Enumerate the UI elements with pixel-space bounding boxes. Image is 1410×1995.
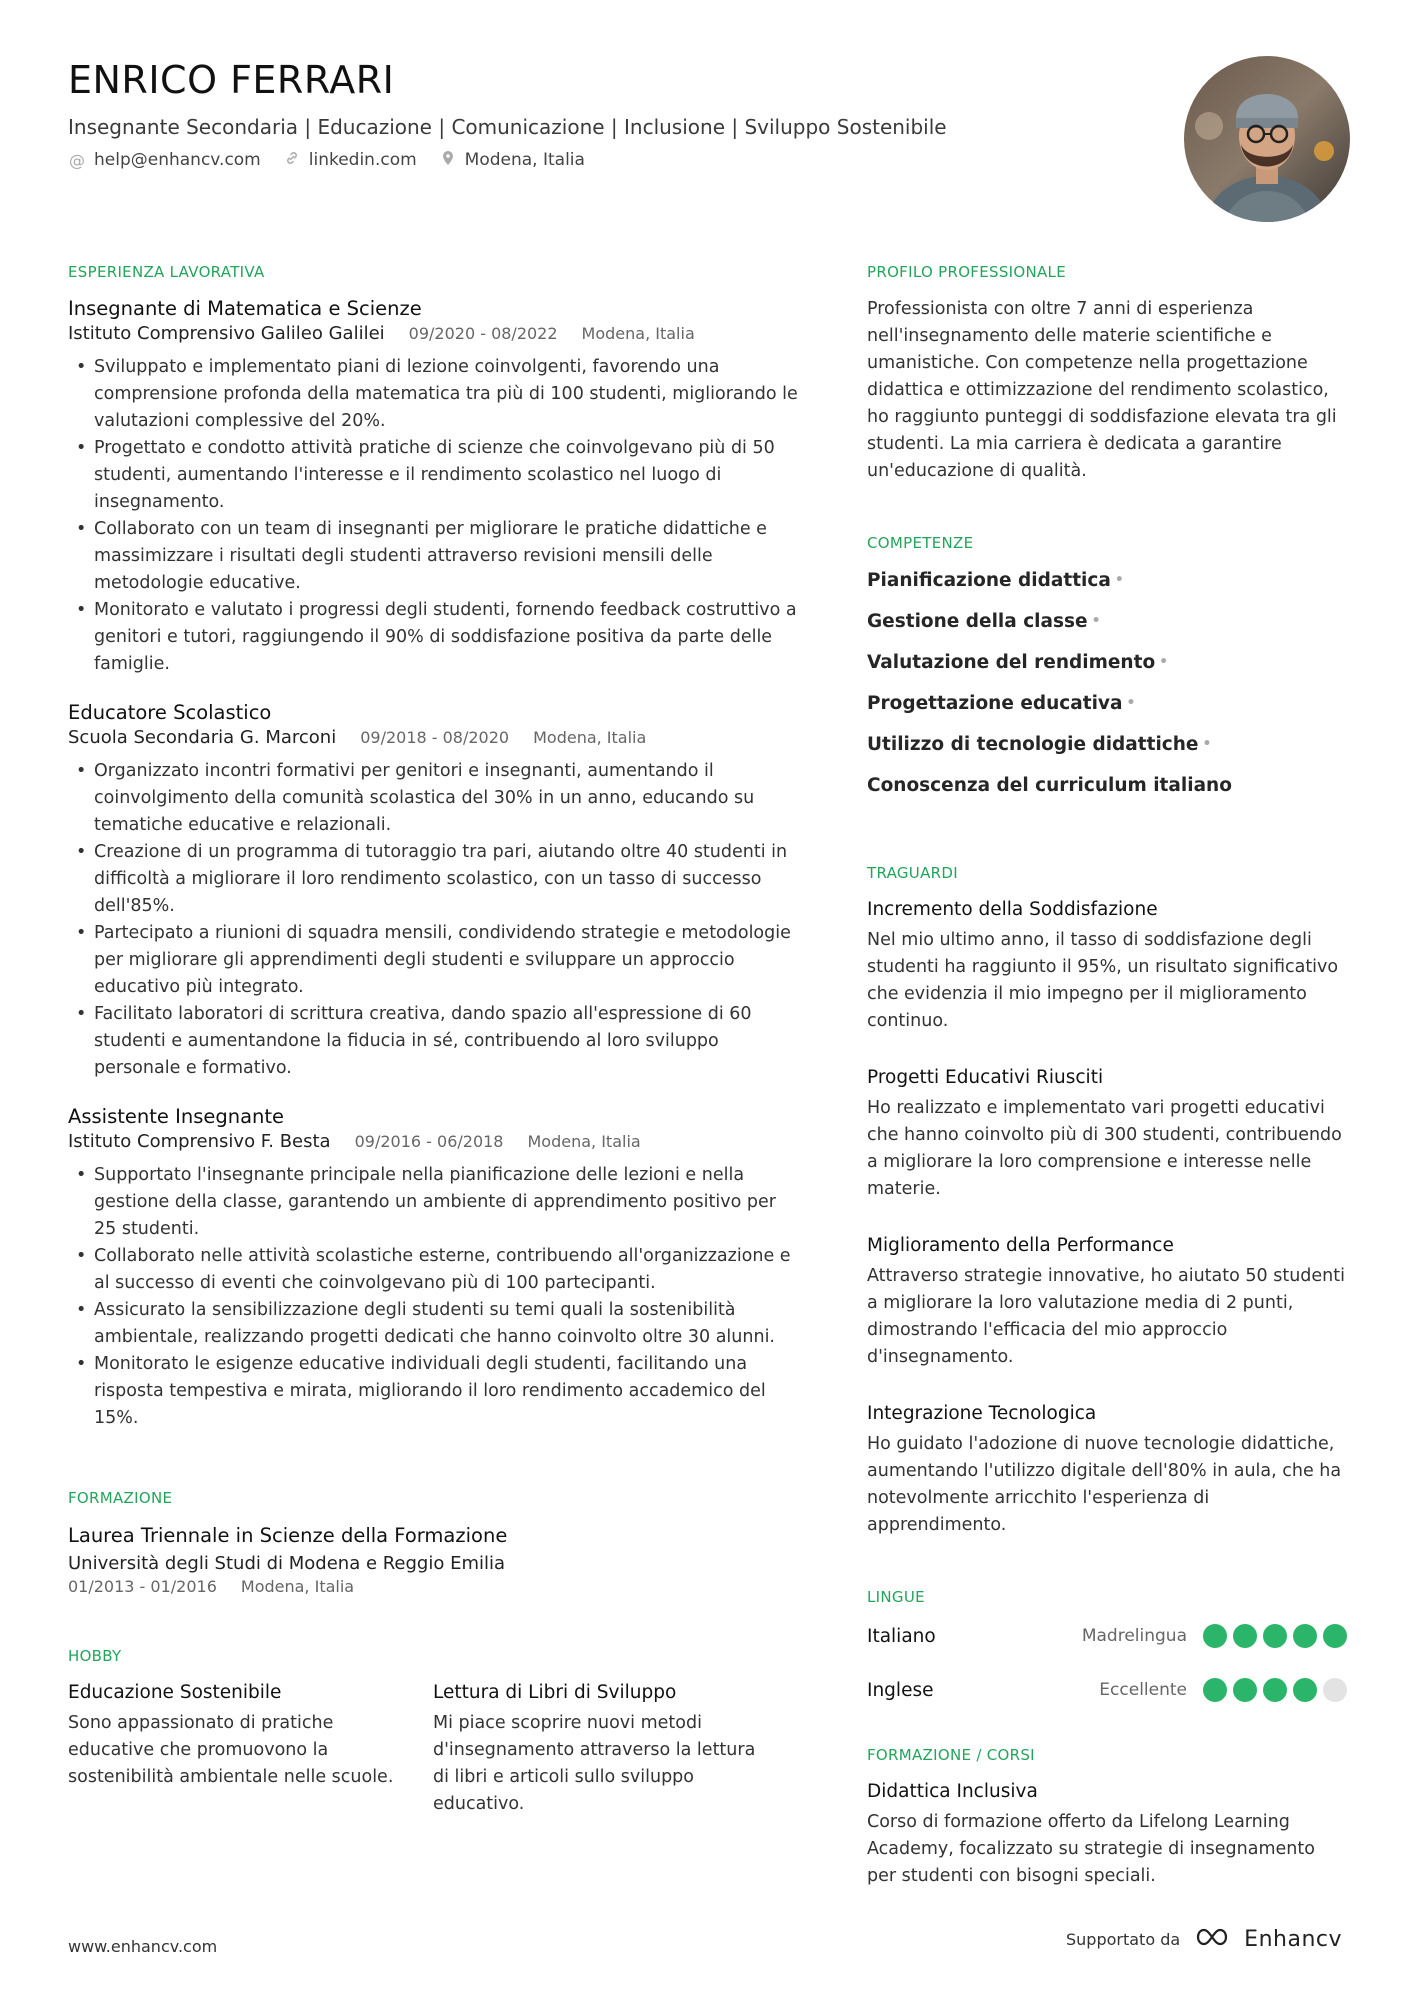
hobby-title: Lettura di Libri di Sviluppo bbox=[433, 1682, 677, 1703]
achievement-item bbox=[867, 1233, 1347, 1371]
job-bullet: • Collaborato con un team di insegnanti per migliorare le pratiche didattiche e massimizzare i risultati degli studenti attraverso revisioni mensili delle metodologie educative. bbox=[68, 516, 798, 597]
location-text: Modena, Italia bbox=[464, 150, 585, 170]
job-title: Assistente Insegnante bbox=[68, 1105, 285, 1128]
separator-dot-icon: • bbox=[1091, 613, 1101, 629]
hobby-section-title: HOBBY bbox=[68, 1647, 122, 1665]
job-bullets bbox=[68, 1162, 798, 1432]
language-rating bbox=[1203, 1678, 1347, 1702]
separator-dot-icon: • bbox=[1202, 736, 1212, 752]
achievement-title: Incremento della Soddisfazione bbox=[867, 899, 1158, 920]
job-entry bbox=[68, 296, 798, 678]
job-entry bbox=[68, 1104, 798, 1432]
rating-dot bbox=[1203, 1678, 1227, 1702]
link-icon bbox=[283, 150, 301, 170]
rating-dot bbox=[1293, 1624, 1317, 1648]
profile-text: Professionista con oltre 7 anni di esperienza nell'insegnamento delle materie scientifiche e umanistiche. Con competenze nella progettazione didattica e ottimizzazione del rendimento scolastico, ho raggiunto punteggi di soddisfazione elevata tra gli studenti. La mia carriera è dedicata a garantire un'educazione di qualità. bbox=[867, 299, 1337, 481]
achievement-item bbox=[867, 1401, 1347, 1539]
job-bullet: • Creazione di un programma di tutoraggio tra pari, aiutando oltre 40 studenti in difficoltà a migliorare il loro rendimento scolastico, con un tasso di successo dell'85%. bbox=[68, 839, 798, 920]
rating-dot bbox=[1203, 1624, 1227, 1648]
achievement-desc: Ho realizzato e implementato vari progetti educativi che hanno coinvolto più di 300 studenti, contribuendo a migliorare la loro comprensione e interesse nelle materie. bbox=[867, 1098, 1342, 1199]
language-level: Eccellente bbox=[1099, 1680, 1187, 1700]
contact-linkedin[interactable] bbox=[283, 150, 417, 170]
languages-section-title: LINGUE bbox=[867, 1588, 925, 1606]
language-name: Inglese bbox=[867, 1679, 934, 1701]
skills-list bbox=[867, 567, 1347, 799]
brand-name: Enhancv bbox=[1244, 1926, 1342, 1952]
hobby-title: Educazione Sostenibile bbox=[68, 1682, 282, 1703]
at-icon: @ bbox=[69, 150, 85, 170]
achievement-title: Miglioramento della Performance bbox=[867, 1235, 1174, 1256]
skill-item: Conoscenza del curriculum italiano bbox=[867, 775, 1232, 796]
hobby-item bbox=[433, 1680, 798, 1818]
job-meta bbox=[68, 322, 798, 346]
rating-dot bbox=[1263, 1624, 1287, 1648]
rating-dot bbox=[1263, 1678, 1287, 1702]
skill-item: Progettazione educativa • bbox=[867, 690, 1347, 717]
job-company: Scuola Secondaria G. Marconi bbox=[68, 727, 337, 748]
achievement-item bbox=[867, 897, 1347, 1035]
job-bullet: • Progettato e condotto attività pratiche di scienze che coinvolgevano più di 50 studenti, aumentando l'interesse e il rendimento scolastico nel luogo di insegnamento. bbox=[68, 435, 798, 516]
location-pin-icon bbox=[439, 150, 457, 170]
language-row bbox=[867, 1675, 1347, 1705]
job-entry bbox=[68, 700, 798, 1082]
job-meta bbox=[68, 1130, 798, 1154]
footer-brand bbox=[1066, 1926, 1342, 1952]
skill-item: Gestione della classe • bbox=[867, 608, 1107, 635]
job-dates: 09/2018 - 08/2020 bbox=[360, 728, 510, 747]
education-dates: 01/2013 - 01/2016 bbox=[68, 1577, 217, 1596]
profile-section-title: PROFILO PROFESSIONALE bbox=[867, 263, 1066, 281]
rating-dot bbox=[1293, 1678, 1317, 1702]
enhancv-logo-icon bbox=[1192, 1926, 1232, 1952]
course-desc: Corso di formazione offerto da Lifelong Learning Academy, focalizzato su strategie di insegnamento per studenti con bisogni speciali. bbox=[867, 1812, 1315, 1886]
job-bullet: • Facilitato laboratori di scrittura creativa, dando spazio all'espressione di 60 studenti e aumentandone la fiducia in sé, contribuendo al loro sviluppo personale e formativo. bbox=[68, 1001, 798, 1082]
job-bullet: • Monitorato le esigenze educative individuali degli studenti, facilitando una risposta tempestiva e mirata, migliorando il loro rendimento accademico del 15%. bbox=[68, 1351, 798, 1432]
job-title: Insegnante di Matematica e Scienze bbox=[68, 297, 422, 320]
achievements-section-title: TRAGUARDI bbox=[867, 864, 958, 882]
job-title: Educatore Scolastico bbox=[68, 701, 272, 724]
education-section-title: FORMAZIONE bbox=[68, 1489, 173, 1507]
job-bullets bbox=[68, 354, 798, 678]
job-bullet: • Monitorato e valutato i progressi degli studenti, fornendo feedback costruttivo a genitori e tutori, raggiungendo il 90% di soddisfazione positiva da parte delle famiglie. bbox=[68, 597, 798, 678]
degree-title: Laurea Triennale in Scienze della Formazione bbox=[68, 1524, 508, 1547]
right-column bbox=[867, 262, 1347, 1920]
skill-item: Valutazione del rendimento • bbox=[867, 649, 1347, 676]
hobby-item bbox=[68, 1680, 433, 1818]
skill-item: Utilizzo di tecnologie didattiche • bbox=[867, 731, 1347, 758]
candidate-name: ENRICO FERRARI bbox=[68, 58, 395, 102]
header bbox=[68, 56, 1148, 170]
hobby-desc: Mi piace scoprire nuovi metodi d'insegnamento attraverso la lettura di libri e articoli sullo sviluppo educativo. bbox=[433, 1713, 756, 1814]
job-dates: 09/2020 - 08/2022 bbox=[408, 324, 558, 343]
achievement-desc: Nel mio ultimo anno, il tasso di soddisfazione degli studenti ha raggiunto il 95%, un risultato significativo che evidenzia il mio impegno per il miglioramento continuo. bbox=[867, 930, 1339, 1031]
achievement-item bbox=[867, 1065, 1347, 1203]
job-bullet: • Partecipato a riunioni di squadra mensili, condividendo strategie e metodologie per migliorare gli apprendimenti degli studenti e sviluppare un approccio educativo più integrato. bbox=[68, 920, 798, 1001]
linkedin-text: linkedin.com bbox=[308, 150, 417, 170]
job-location: Modena, Italia bbox=[581, 324, 695, 343]
rating-dot bbox=[1323, 1624, 1347, 1648]
education-location: Modena, Italia bbox=[240, 1577, 355, 1596]
job-company: Istituto Comprensivo Galileo Galilei bbox=[68, 323, 385, 344]
contact-email[interactable] bbox=[68, 150, 261, 170]
separator-dot-icon: • bbox=[1114, 572, 1124, 588]
rating-dot bbox=[1233, 1624, 1257, 1648]
separator-dot-icon: • bbox=[1126, 695, 1136, 711]
skills-section-title: COMPETENZE bbox=[867, 534, 974, 552]
job-bullet: • Assicurato la sensibilizzazione degli studenti su temi quali la sostenibilità ambientale, realizzando progetti dedicati che hanno coinvolto oltre 30 alunni. bbox=[68, 1297, 798, 1351]
job-location: Modena, Italia bbox=[533, 728, 647, 747]
contact-row bbox=[68, 150, 1148, 170]
email-text: help@enhancv.com bbox=[94, 150, 261, 170]
rating-dot bbox=[1233, 1678, 1257, 1702]
job-company: Istituto Comprensivo F. Besta bbox=[68, 1131, 331, 1152]
course-title: Didattica Inclusiva bbox=[867, 1781, 1038, 1802]
language-rating bbox=[1203, 1624, 1347, 1648]
separator-dot-icon: • bbox=[1159, 654, 1169, 670]
rating-dot bbox=[1323, 1678, 1347, 1702]
contact-location bbox=[439, 150, 585, 170]
course-item bbox=[867, 1779, 1347, 1890]
job-bullet: • Collaborato nelle attività scolastiche esterne, contribuendo all'organizzazione e al successo di eventi che coinvolgevano più di 100 partecipanti. bbox=[68, 1243, 798, 1297]
skill-item: Pianificazione didattica • bbox=[867, 567, 1130, 594]
education-meta bbox=[68, 1576, 798, 1598]
job-bullets bbox=[68, 758, 798, 1082]
job-bullet: • Organizzato incontri formativi per genitori e insegnanti, aumentando il coinvolgimento della comunità scolastica del 30% in un anno, educando su tematiche educative e relazionali. bbox=[68, 758, 798, 839]
achievement-title: Integrazione Tecnologica bbox=[867, 1403, 1097, 1424]
job-bullet: • Sviluppato e implementato piani di lezione coinvolgenti, favorendo una comprensione profonda della matematica tra più di 100 studenti, migliorando le valutazioni complessive del 20%. bbox=[68, 354, 798, 435]
language-row bbox=[867, 1621, 1347, 1651]
achievement-desc: Attraverso strategie innovative, ho aiutato 50 studenti a migliorare la loro valutazione media di 2 punti, dimostrando l'efficacia del mio approccio d'insegnamento. bbox=[867, 1266, 1345, 1367]
language-level: Madrelingua bbox=[1081, 1626, 1187, 1646]
courses-section-title: FORMAZIONE / CORSI bbox=[867, 1746, 1035, 1764]
achievement-title: Progetti Educativi Riusciti bbox=[867, 1067, 1104, 1088]
hobby-list bbox=[68, 1680, 798, 1818]
achievement-desc: Ho guidato l'adozione di nuove tecnologie didattiche, aumentando l'utilizzo digitale dell'80% in aula, che ha notevolmente arricchito l'esperienza di apprendimento. bbox=[867, 1434, 1342, 1535]
left-column bbox=[68, 262, 798, 1818]
job-bullet: • Supportato l'insegnante principale nella pianificazione delle lezioni e nella gestione della classe, garantendo un ambiente di apprendimento positivo per 25 studenti. bbox=[68, 1162, 798, 1243]
job-meta bbox=[68, 726, 798, 750]
powered-by-text: Supportato da bbox=[1066, 1929, 1181, 1949]
job-location: Modena, Italia bbox=[527, 1132, 641, 1151]
experience-section-title: ESPERIENZA LAVORATIVA bbox=[68, 263, 265, 281]
profile-photo bbox=[1184, 56, 1350, 222]
footer-website[interactable]: www.enhancv.com bbox=[68, 1937, 218, 1956]
school-name: Università degli Studi di Modena e Reggio Emilia bbox=[68, 1553, 506, 1574]
job-dates: 09/2016 - 06/2018 bbox=[354, 1132, 504, 1151]
headline: Insegnante Secondaria | Educazione | Comunicazione | Inclusione | Sviluppo Sostenibile bbox=[68, 115, 947, 139]
language-name: Italiano bbox=[867, 1625, 936, 1647]
hobby-desc: Sono appassionato di pratiche educative che promuovono la sostenibilità ambientale nelle scuole. bbox=[68, 1713, 394, 1787]
